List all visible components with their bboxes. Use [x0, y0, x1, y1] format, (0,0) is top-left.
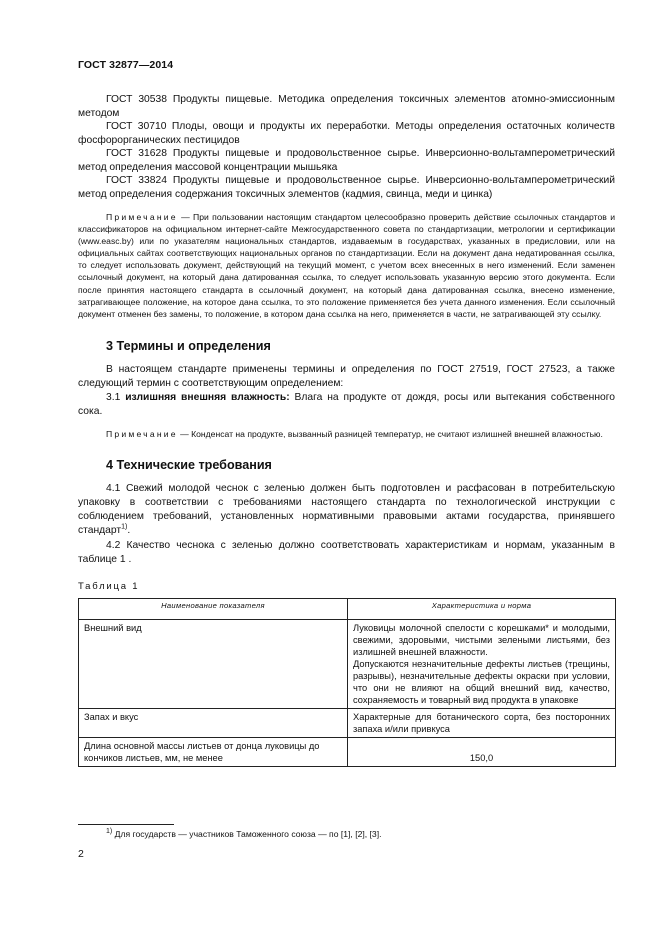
footnote-text: Для государств — участников Таможенного союза — по [1], [2], [3]. — [112, 829, 382, 839]
column-header-norm: Характеристика и норма — [348, 598, 616, 619]
indicator-cell: Внешний вид — [79, 619, 348, 708]
note-text: — Конденсат на продукте, вызванный разницей температур, не считают излишней внешней влажностью. — [177, 428, 603, 439]
column-header-indicator: Наименование показателя — [79, 598, 348, 619]
term-name: излишняя внешняя влажность: — [125, 392, 290, 404]
footnote-divider — [78, 824, 174, 825]
term-text: Влага на продукте от дождя, росы или вытекания собственного сока. — [78, 392, 616, 418]
paragraph-4-1-text: 4.1 Свежий молодой чеснок с зеленью должен быть подготовлен и расфасован в потребительскую упаковку в соответствии с требованиями настоящего стандарта по технологической инструкции с соблюдением требований, установленных нормативными правовыми актами государства, принявшего стандарт — [78, 482, 615, 537]
indicator-cell: Запах и вкус — [79, 708, 348, 737]
paragraph-4-1-end: . — [127, 525, 131, 537]
norm-cell: 150,0 — [348, 737, 616, 766]
note-label: Примечание — [106, 428, 178, 439]
norm-cell: Луковицы молочной спелости с корешками* и молодыми, свежими, здоровыми, чистыми зелеными листьями, без излишней внешней влажности. Допускаются незначительные дефекты листьев (трещины, разрывы), незначительные дефекты окраски при условии, что они не влияют на общий внешний вид, качество, сохраняемость и товарный вид продукта в упаковке — [348, 619, 616, 708]
note-text: — При пользовании настоящим стандартом целесообразно проверить действие ссылочных стандартов и классификаторов на официальном интернет-сайте Межгосударственного совета по стандартизации, метрологии и сертификации (www.easc.by) или по указателям национальных стандартов, издаваемым в государствах, указанных в предисловии, или на официальных сайтах соответствующих национальных органов по стандартизации. Если на документ дана недатированная ссылка, то следует использовать документ, действующий на текущий момент, с учетом всех внесенных в него изменений. Если заменен ссылочный документ, на который дана датированная ссылка, то следует использовать указанную версию этого документа. Если после принятия настоящего стандарта в ссылочный документ, на который дана датированная ссылка, внесено изменение, затрагивающее положение, на которое дана ссылка, то это положение применяется без учета данного изменения. Если ссылочный документ отменен без замены, то положение, в котором дана ссылка на него, применяется в части, не затрагивающей эту ссылку. — [78, 212, 615, 319]
norm-cell: Характерные для ботанического сорта, без посторонних запаха и/или привкуса — [348, 708, 616, 737]
reference-gost-33824: ГОСТ 33824 Продукты пищевые и продовольственное сырье. Инверсионно-вольтамперометрический метод определения содержания токсичных элементов (кадмия, свинца, меди и цинка) — [78, 175, 615, 200]
footnote — [78, 829, 615, 839]
table-row — [79, 619, 616, 708]
reference-gost-30538: ГОСТ 30538 Продукты пищевые. Методика определения токсичных элементов атомно-эмиссионным методом — [78, 94, 615, 119]
term-note — [78, 428, 615, 440]
requirements-table — [78, 598, 616, 767]
term-number: 3.1 — [106, 392, 126, 404]
section-3-intro: В настоящем стандарте применены термины и определения по ГОСТ 27519, ГОСТ 27523, а также следующий термин с соответствующим определением: — [78, 363, 615, 390]
section-3-title: 3 Термины и определения — [106, 338, 271, 353]
references-note — [78, 211, 615, 320]
indicator-cell: Длина основной массы листьев от донца луковицы до кончиков листьев, мм, не менее — [79, 737, 348, 766]
table-header-row — [79, 598, 616, 619]
note-label: Примечание — [106, 212, 178, 222]
table-caption: Таблица 1 — [78, 580, 140, 592]
table-row — [79, 737, 616, 766]
page-content — [78, 93, 615, 767]
paragraph-4-1 — [78, 482, 615, 539]
footnote-marker: 1) — [121, 523, 128, 531]
reference-gost-30710: ГОСТ 30710 Плоды, овощи и продукты их переработки. Методы определения остаточных количеств фосфорорганических пестицидов — [78, 121, 615, 146]
page-number: 2 — [78, 848, 84, 860]
footnote-number: 1) — [106, 828, 113, 836]
document-header: ГОСТ 32877—2014 — [78, 59, 174, 71]
reference-gost-31628: ГОСТ 31628 Продукты пищевые и продовольственное сырье. Инверсионно-вольтамперометрический метод определения массовой концентрации мышьяка — [78, 148, 615, 173]
term-definition — [78, 391, 615, 419]
table-row — [79, 708, 616, 737]
section-4-title: 4 Технические требования — [106, 457, 272, 472]
paragraph-4-2: 4.2 Качество чеснока с зеленью должно соответствовать характеристикам и нормам, указанным в таблице 1 . — [78, 539, 615, 565]
